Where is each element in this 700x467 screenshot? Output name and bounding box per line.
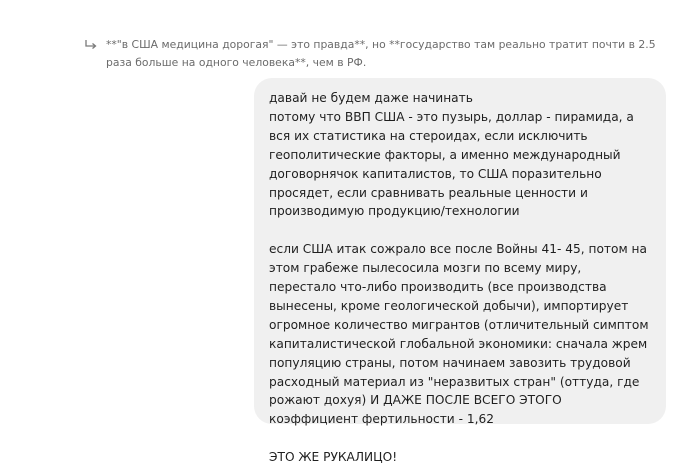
message-paragraph: давай не будем даже начинать потому что ВВП США - это пузырь, доллар - пирамида, а вся их статистика на стероидах, если исключить геополитические факторы, а именно международный договорнячок капиталистов, то США поразительно просядет, если сравнивать реальные ценности и производимую продукцию/технологии: [269, 91, 634, 219]
paragraph-spacer: [269, 429, 652, 448]
message-paragraph: если США итак сожрало все после Войны 41- 45, потом на этом грабеже пылесосила мозги по всему миру, перестало что-либо производить (все производства вынесены, кроме геологической добычи), импортирует огромное количество мигрантов (отличительный симптом капиталистической глобальной экономики: сначала жрем популяцию страны, потом начинаем завозить трудовой расходный материал из "неразвитых стран" (оттуда, где рожают дохуя) И ДАЖЕ ПОСЛЕ ВСЕГО ЭТОГО коэффициент фертильности - 1,62: [269, 242, 649, 427]
quoted-reply[interactable]: [84, 36, 684, 72]
quoted-reply-text: **"в США медицина дорогая" — это правда**, но **государство там реально тратит почти в 2.5 раза больше на одного человека**, чем в РФ.: [106, 38, 656, 69]
reply-arrow-icon: [84, 38, 98, 52]
message-paragraph: ЭТО ЖЕ РУКАЛИЦО!: [269, 450, 398, 465]
user-message-bubble: [254, 78, 666, 465]
paragraph-spacer: [269, 221, 652, 240]
